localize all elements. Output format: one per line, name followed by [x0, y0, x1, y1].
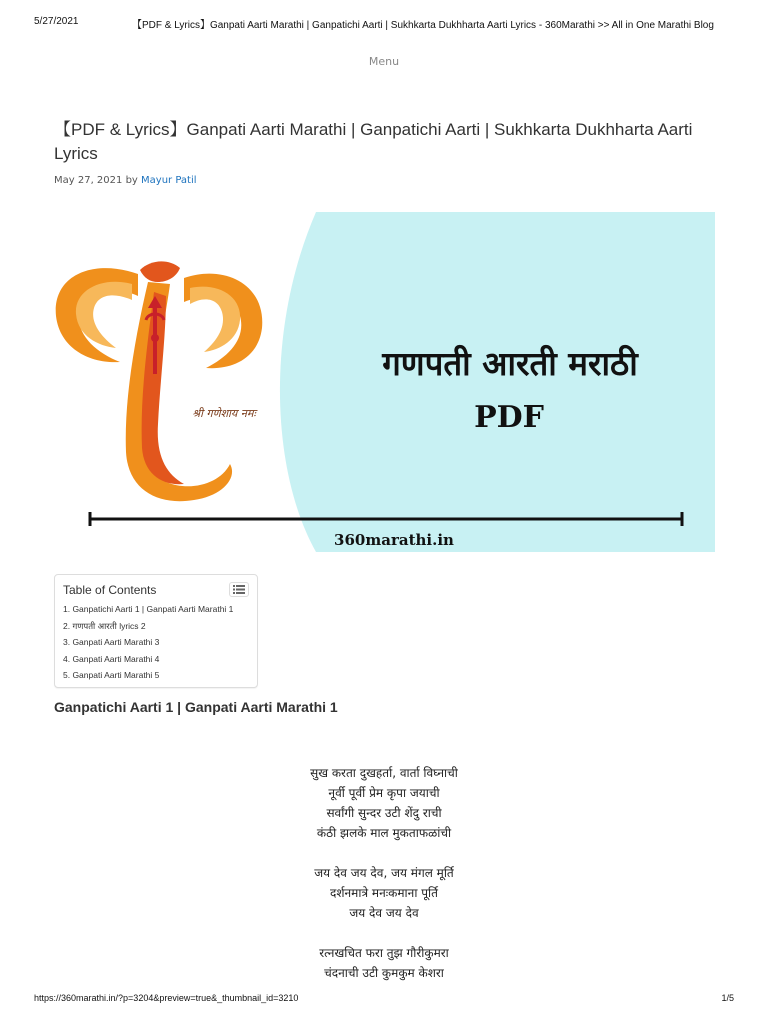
- ganesha-artwork-icon: [56, 261, 263, 501]
- lyrics-line: जय देव जय देव: [349, 906, 419, 920]
- lyrics-line: सुख करता दुखहर्ता, वार्ता विघ्नाची: [310, 766, 458, 780]
- toc-list: [63, 601, 233, 684]
- lyrics-line: रत्नखचित फरा तुझ गौरीकुमरा: [319, 946, 449, 960]
- post-author-link[interactable]: Mayur Patil: [141, 175, 197, 186]
- lyrics-line: कंठी झलके माल मुकताफळांची: [316, 826, 452, 840]
- post-date: May 27, 2021: [54, 175, 123, 186]
- post-meta: [54, 175, 197, 186]
- print-url: https://360marathi.in/?p=3204&preview=true&_thumbnail_id=3210: [34, 993, 299, 1003]
- ganesha-calligraphy-text: श्री गणेशाय नमः: [192, 407, 256, 420]
- feature-site-name: 360marathi.in: [334, 531, 454, 549]
- print-document-title: 【PDF & Lyrics】Ganpati Aarti Marathi | Ganpatichi Aarti | Sukhkarta Dukhharta Aarti Lyrics - 360Marathi >> All in One Marathi Blog: [132, 20, 714, 31]
- print-page-number: 1/5: [721, 993, 734, 1003]
- post-title: 【PDF & Lyrics】Ganpati Aarti Marathi | Ganpatichi Aarti | Sukhkarta Dukhharta Aarti Lyrics: [54, 120, 693, 163]
- feature-heading: गणपती आरती मराठी: [382, 344, 638, 383]
- print-footer: [34, 993, 734, 1007]
- lyrics-line: जय देव जय देव, जय मंगल मूर्ति: [314, 866, 454, 880]
- toc-item[interactable]: 2. गणपती आरती lyrics 2: [63, 620, 146, 631]
- toc-item[interactable]: 5. Ganpati Aarti Marathi 5: [63, 670, 160, 680]
- post-by: by: [125, 175, 138, 186]
- featured-image: [54, 212, 715, 552]
- lyrics-line: चंदनाची उटी कुमकुम केशरा: [324, 966, 444, 980]
- toc-item[interactable]: 1. Ganpatichi Aarti 1 | Ganpati Aarti Marathi 1: [63, 604, 234, 614]
- print-date: 5/27/2021: [34, 16, 79, 27]
- lyrics-line: सर्वांगी सुन्दर उटी शेंदु राची: [326, 806, 442, 820]
- toc-toggle-button[interactable]: [229, 582, 249, 597]
- aarti-lyrics: [184, 763, 584, 1003]
- lyrics-line: नूर्वी पूर्वी प्रेम कृपा जयाची: [328, 786, 440, 800]
- menu-button[interactable]: Menu: [368, 55, 400, 68]
- print-header: [34, 16, 734, 32]
- list-icon: [233, 585, 245, 594]
- table-of-contents: [54, 574, 258, 688]
- toc-item[interactable]: 3. Ganpati Aarti Marathi 3: [63, 637, 160, 647]
- feature-subheading: PDF: [474, 400, 544, 435]
- lyrics-line: दर्शनमात्रे मनःकमाना पूर्ति: [329, 886, 439, 900]
- lyrics-stanza-1: [184, 763, 584, 843]
- toc-item[interactable]: 4. Ganpati Aarti Marathi 4: [63, 653, 160, 664]
- lyrics-stanza-2: [184, 863, 584, 923]
- toc-title: Table of Contents: [63, 583, 157, 597]
- lyrics-stanza-3: [184, 943, 584, 983]
- section-heading: Ganpatichi Aarti 1 | Ganpati Aarti Marathi 1: [54, 699, 338, 715]
